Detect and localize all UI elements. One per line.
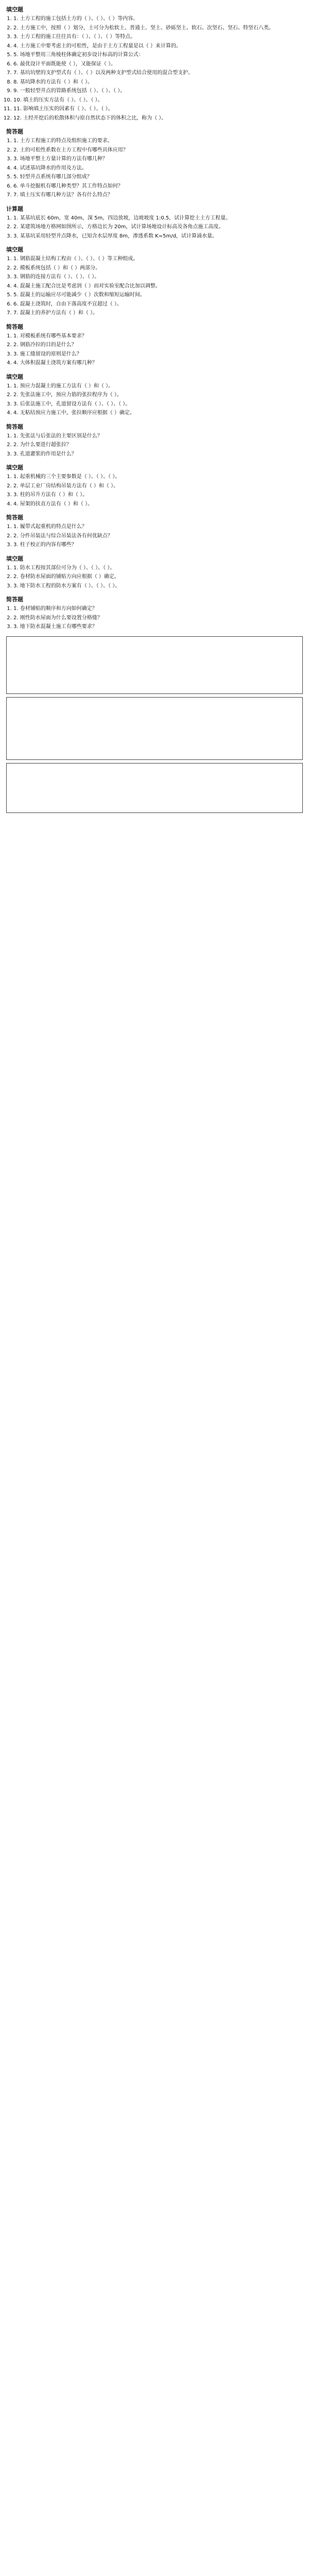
section-item: 4. 4. 试述基坑降水的作用及方法。 [13, 165, 303, 173]
section [6, 245, 303, 317]
section-items [6, 333, 303, 367]
section-title: 简答题 [6, 128, 23, 135]
section-item: 3. 3. 地下防水混凝土施工有哪些要求？ [13, 623, 303, 631]
section-item: 2. 2. 卷材防水屋面的铺贴方向应根据（ ）确定。 [13, 573, 303, 581]
figure-area [6, 636, 303, 813]
section-item: 3. 3. 后张法施工中，孔道留设方法有（ ）、（ ）、（ ）。 [13, 401, 303, 409]
section-items [6, 433, 303, 459]
section-item: 7. 7. 混凝土的养护方法有（ ）和（ ）。 [13, 310, 303, 317]
section-item: 11. 11. 影响填土压实的因素有（ ）、（ ）、（ ）。 [13, 106, 303, 113]
section-item: 4. 4. 混凝土施工配合比是考虑到（ ）而对实验室配合比加以调整。 [13, 283, 303, 291]
section-item: 5. 5. 场地平整用三角棱柱体确定初步设计标高的计算公式： [13, 52, 303, 59]
section-item: 9. 9. 一般轻型井点的管路系统包括（ ）、（ ）、（ ）。 [13, 88, 303, 95]
section-item: 1. 1. 对模板系统有哪些基本要求？ [13, 333, 303, 341]
section-item: 5. 5. 轻型井点系统有哪几部分组成？ [13, 174, 303, 181]
section-item: 3. 3. 钢筋的连接方法有（ ）、（ ）、（ ）。 [13, 274, 303, 281]
section-item: 3. 3. 某基坑采用轻型井点降水，已知含水层厚度 8m，渗透系数 K=5m/d，试计算涌水量。 [13, 233, 303, 241]
section-item: 3. 3. 施工缝留设的原则是什么？ [13, 351, 303, 359]
section-items [6, 138, 303, 199]
section-item: 2. 2. 为什么要进行超张拉？ [13, 442, 303, 449]
section-item: 7. 7. 填土压实有哪几种方法？各有什么特点？ [13, 192, 303, 199]
section-item: 1. 1. 卷材铺贴的顺序和方向如何确定？ [13, 605, 303, 613]
section-item: 2. 2. 模板系统包括（ ）和（ ）两部分。 [13, 265, 303, 273]
section-item: 4. 4. 屋架的扶直方法有（ ）和（ ）。 [13, 501, 303, 509]
figure-placeholder [6, 636, 303, 694]
section-item: 2. 2. 钢筋冷拉的目的是什么？ [13, 342, 303, 349]
section-title: 简答题 [6, 514, 23, 521]
section-item: 2. 2. 先张法施工中，预应力筋的张拉程序为（ ）。 [13, 392, 303, 399]
section-item: 4. 4. 土方施工中要考虑土的可松性，是由于土方工程量是以（ ）来计算的。 [13, 43, 303, 50]
section [6, 513, 303, 549]
section-item: 3. 3. 土方工程的施工往往具有：（ ）、（ ）、（ ）等特点。 [13, 33, 303, 41]
section-item: 1. 1. 先张法与后张法的主要区别是什么？ [13, 433, 303, 440]
section [6, 372, 303, 417]
section-item: 1. 1. 预应力混凝土的施工方法有（ ）和（ ）。 [13, 383, 303, 391]
section [6, 422, 303, 459]
section [6, 5, 303, 122]
section-title: 填空题 [6, 464, 23, 471]
section-item: 7. 7. 基坑坑壁的支护型式有（ ）、（ ）以及两种支护型式结合使用的混合型支护。 [13, 70, 303, 77]
section-title: 填空题 [6, 6, 23, 13]
section [6, 323, 303, 367]
section-item: 2. 2. 土方施工中，按照（ ）划分，土可分为松软土、普通土、坚土、砂砾坚土、软石、次坚石、坚石、特坚石八类。 [13, 25, 303, 32]
section-item: 1. 1. 钢筋混凝土结构工程由（ ）、（ ）、（ ）等工种组成。 [13, 256, 303, 263]
section [6, 554, 303, 590]
section-title: 简答题 [6, 423, 23, 430]
section [6, 205, 303, 241]
section-item: 6. 6. 混凝土浇筑时，自由下落高度不宜超过（ ）。 [13, 301, 303, 309]
section-item: 4. 4. 大体积混凝土浇筑方案有哪几种？ [13, 360, 303, 367]
section-title: 填空题 [6, 555, 23, 562]
figure-placeholder [6, 763, 303, 813]
section-item: 1. 1. 土方工程施工的特点及组织施工的要求。 [13, 138, 303, 145]
section-item: 1. 1. 防水工程按其部位可分为（ ）、（ ）、（ ）。 [13, 565, 303, 572]
section-title: 填空题 [6, 373, 23, 380]
section-item: 3. 3. 柱子校正的内容有哪些？ [13, 541, 303, 549]
section [6, 463, 303, 508]
section-items [6, 15, 303, 122]
section-item: 1. 1. 履带式起重机的特点是什么？ [13, 523, 303, 531]
section-item: 6. 6. 最优设计平面既能使（ ），又能保证（ ）。 [13, 61, 303, 69]
section-items [6, 523, 303, 549]
section-item: 6. 6. 单斗挖掘机有哪几种类型？其工作特点如何？ [13, 183, 303, 191]
figure-placeholder [6, 697, 303, 760]
section-title: 填空题 [6, 246, 23, 253]
section-item: 2. 2. 分件吊装法与综合吊装法各有何优缺点？ [13, 533, 303, 540]
section-item: 1. 1. 起重机械的三个主要参数是（ ）、（ ）、（ ）。 [13, 473, 303, 481]
section-item: 2. 2. 单层工业厂房结构吊装方法有（ ）和（ ）。 [13, 483, 303, 490]
section-item: 1. 1. 土方工程的施工包括土方的（ ）、（ ）、（ ）等内容。 [13, 15, 303, 23]
section-item: 10. 10. 填土的压实方法有（ ）、（ ）、（ ）。 [13, 97, 303, 105]
section-title: 简答题 [6, 323, 23, 330]
section-item: 12. 12. 土经开挖后的松散体积与原自然状态下的体积之比，称为（ ）。 [13, 115, 303, 123]
section-item: 3. 3. 地下防水工程的防水方案有（ ）、（ ）、（ ）。 [13, 583, 303, 590]
section [6, 595, 303, 631]
section-items [6, 605, 303, 631]
section-items [6, 215, 303, 241]
section-item: 5. 5. 混凝土的运输应尽可能减少（ ）次数和缩短运输时间。 [13, 292, 303, 299]
section-items [6, 473, 303, 508]
section-title: 计算题 [6, 205, 23, 212]
section-item: 2. 2. 某建筑场地方格网如图所示，方格边长为 20m，试计算场地设计标高及各角点施工高度。 [13, 224, 303, 231]
section-items [6, 565, 303, 590]
sections [6, 5, 303, 631]
section-title: 简答题 [6, 596, 23, 603]
section-item: 4. 4. 无粘结预应力施工中，张拉顺序应根据（ ）确定。 [13, 410, 303, 417]
section-item: 3. 3. 柱的吊升方法有（ ）和（ ）。 [13, 492, 303, 499]
section-item: 3. 3. 场地平整土方量计算的方法有哪几种？ [13, 156, 303, 163]
section [6, 127, 303, 199]
section-item: 2. 2. 刚性防水屋面为什么要设置分格缝？ [13, 615, 303, 622]
section-items [6, 383, 303, 417]
section-item: 2. 2. 土的可松性系数在土方工程中有哪些具体应用？ [13, 147, 303, 155]
section-item: 1. 1. 某基坑底长 60m，宽 40m，深 5m，四边放坡，边坡坡度 1:0.5，试计算挖土土方工程量。 [13, 215, 303, 223]
section-items [6, 256, 303, 317]
section-item: 8. 8. 基坑降水的方法有（ ）和（ ）。 [13, 79, 303, 87]
section-item: 3. 3. 孔道灌浆的作用是什么？ [13, 451, 303, 459]
